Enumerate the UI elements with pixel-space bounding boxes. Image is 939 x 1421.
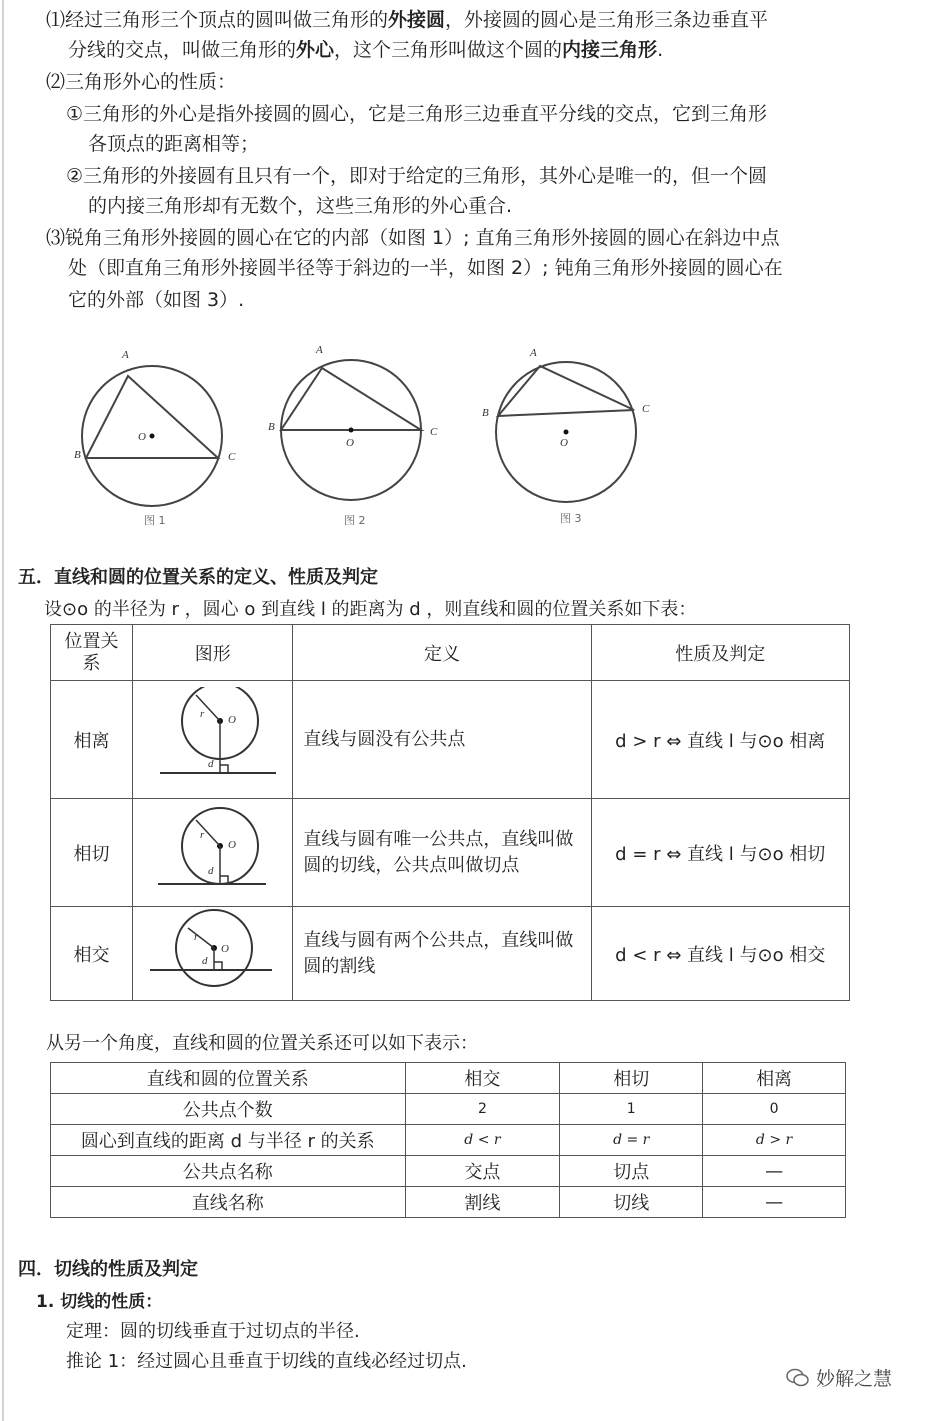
header-property: 性质及判定	[591, 625, 850, 681]
t2-cell: 切线	[560, 1187, 703, 1218]
table-header-row	[51, 625, 850, 681]
table-row	[51, 1125, 846, 1156]
section-5-heading: 五．直线和圆的位置关系的定义、性质及判定	[18, 567, 378, 588]
triangle-figures	[60, 340, 680, 530]
figure-2	[268, 344, 438, 500]
row-figure	[133, 799, 293, 907]
svg-text:B: B	[482, 407, 489, 419]
t2-cell: —	[703, 1156, 846, 1187]
para-3-line-2: 处（即直角三角形外接圆半径等于斜边的一半，如图 2）; 钝角三角形外接圆的圆心在	[68, 257, 783, 279]
t2-cell: 圆心到直线的距离 d 与半径 r 的关系	[51, 1125, 406, 1156]
t2-cell: 2	[405, 1094, 560, 1125]
svg-text:d: d	[207, 865, 214, 877]
table-row	[51, 1156, 846, 1187]
row-figure	[133, 907, 293, 1001]
figure-3	[482, 347, 650, 502]
svg-text:d: d	[207, 758, 214, 770]
header-position: 位置关系	[51, 625, 133, 681]
t2-cell: 直线名称	[51, 1187, 406, 1218]
svg-text:C: C	[642, 403, 650, 415]
svg-text:r: r	[193, 931, 198, 943]
row-property: d < r ⇔ 直线 l 与⊙o 相交	[591, 907, 850, 1001]
svg-text:A: A	[316, 344, 323, 356]
svg-text:r: r	[199, 708, 204, 720]
table-header-row	[51, 1063, 846, 1094]
row-definition: 直线与圆有两个公共点，直线叫做圆的割线	[293, 907, 591, 1001]
tangent-figure	[148, 802, 278, 898]
t2-header: 相交	[405, 1063, 560, 1094]
t2-cell: 1	[560, 1094, 703, 1125]
table-row	[51, 1094, 846, 1125]
row-definition: 直线与圆没有公共点	[293, 681, 591, 799]
figure-3-caption: 图 3	[560, 512, 582, 525]
section-5-intro: 设⊙o 的半径为 r ，圆心 o 到直线 l 的距离为 d ，则直线和圆的位置关系如下表：	[44, 599, 697, 620]
table-row	[51, 907, 850, 1001]
para-2a-line-1: ①三角形的外心是指外接圆的圆心，它是三角形三边垂直平分线的交点，它到三角形	[66, 103, 768, 125]
row-property: d > r ⇔ 直线 l 与⊙o 相离	[591, 681, 850, 799]
svg-text:r: r	[199, 829, 204, 841]
para-2: ⑵三角形外心的性质：	[46, 71, 237, 93]
t2-cell: 公共点个数	[51, 1094, 406, 1125]
row-property: d = r ⇔ 直线 l 与⊙o 相切	[591, 799, 850, 907]
t2-cell: 切点	[560, 1156, 703, 1187]
svg-text:O: O	[220, 943, 229, 955]
watermark	[786, 1364, 892, 1391]
row-definition: 直线与圆有唯一公共点，直线叫做圆的切线，公共点叫做切点	[293, 799, 591, 907]
row-figure	[133, 681, 293, 799]
corollary: 推论 1：经过圆心且垂直于切线的直线必经过切点.	[66, 1351, 467, 1372]
t2-cell: 公共点名称	[51, 1156, 406, 1187]
t2-cell: d > r	[703, 1125, 846, 1156]
para-2b-line-2: 的内接三角形却有无数个，这些三角形的外心重合.	[88, 195, 513, 217]
t2-cell: 交点	[405, 1156, 560, 1187]
figure-1-caption: 图 1	[144, 514, 166, 527]
para-3-line-1: ⑶锐角三角形外接圆的圆心在它的内部（如图 1）; 直角三角形外接圆的圆心在斜边中点	[46, 227, 780, 249]
para-3-line-3: 它的外部（如图 3）.	[68, 289, 245, 311]
section-4-sub: 1. 切线的性质：	[36, 1292, 163, 1312]
para-2a-line-2: 各顶点的距离相等；	[88, 133, 260, 155]
watermark-text: 妙解之慧	[816, 1368, 893, 1390]
svg-text:B: B	[74, 449, 81, 461]
t2-header: 相离	[703, 1063, 846, 1094]
header-figure: 图形	[133, 625, 293, 681]
section-4-heading: 四．切线的性质及判定	[18, 1259, 198, 1280]
position-table	[50, 624, 850, 1001]
svg-text:A: A	[530, 347, 537, 359]
alt-intro: 从另一个角度，直线和圆的位置关系还可以如下表示：	[46, 1033, 478, 1054]
svg-text:O: O	[227, 839, 236, 851]
svg-text:O: O	[227, 714, 236, 726]
t2-cell: d = r	[560, 1125, 703, 1156]
secant-figure	[148, 908, 278, 994]
theorem: 定理：圆的切线垂直于过切点的半径.	[66, 1321, 360, 1342]
figure-2-caption: 图 2	[344, 514, 366, 527]
row-name: 相离	[51, 681, 133, 799]
para-2b-line-1: ②三角形的外接圆有且只有一个，即对于给定的三角形，其外心是唯一的，但一个圆	[66, 165, 768, 187]
para-1-line-1: ⑴经过三角形三个顶点的圆叫做三角形的外接圆，外接圆的圆心是三角形三条边垂直平	[46, 9, 769, 31]
separate-figure	[148, 687, 278, 787]
t2-cell: 0	[703, 1094, 846, 1125]
page-edge	[2, 0, 4, 1421]
svg-text:C: C	[430, 426, 438, 438]
svg-text:O: O	[560, 437, 568, 449]
t2-cell: 割线	[405, 1187, 560, 1218]
t2-cell: d < r	[405, 1125, 560, 1156]
svg-text:A: A	[122, 349, 129, 361]
header-definition: 定义	[293, 625, 591, 681]
t2-header: 直线和圆的位置关系	[51, 1063, 406, 1094]
svg-text:d: d	[201, 955, 208, 967]
svg-text:C: C	[228, 451, 236, 463]
svg-text:O: O	[138, 431, 146, 443]
table-row	[51, 799, 850, 907]
figure-1	[74, 349, 236, 506]
svg-text:B: B	[268, 421, 275, 433]
wechat-icon	[786, 1367, 810, 1389]
relation-table	[50, 1062, 846, 1218]
svg-text:O: O	[346, 437, 354, 449]
row-name: 相切	[51, 799, 133, 907]
row-name: 相交	[51, 907, 133, 1001]
table-row	[51, 681, 850, 799]
t2-cell: —	[703, 1187, 846, 1218]
para-1-line-2: 分线的交点，叫做三角形的外心，这个三角形叫做这个圆的内接三角形.	[68, 39, 664, 61]
t2-header: 相切	[560, 1063, 703, 1094]
table-row	[51, 1187, 846, 1218]
